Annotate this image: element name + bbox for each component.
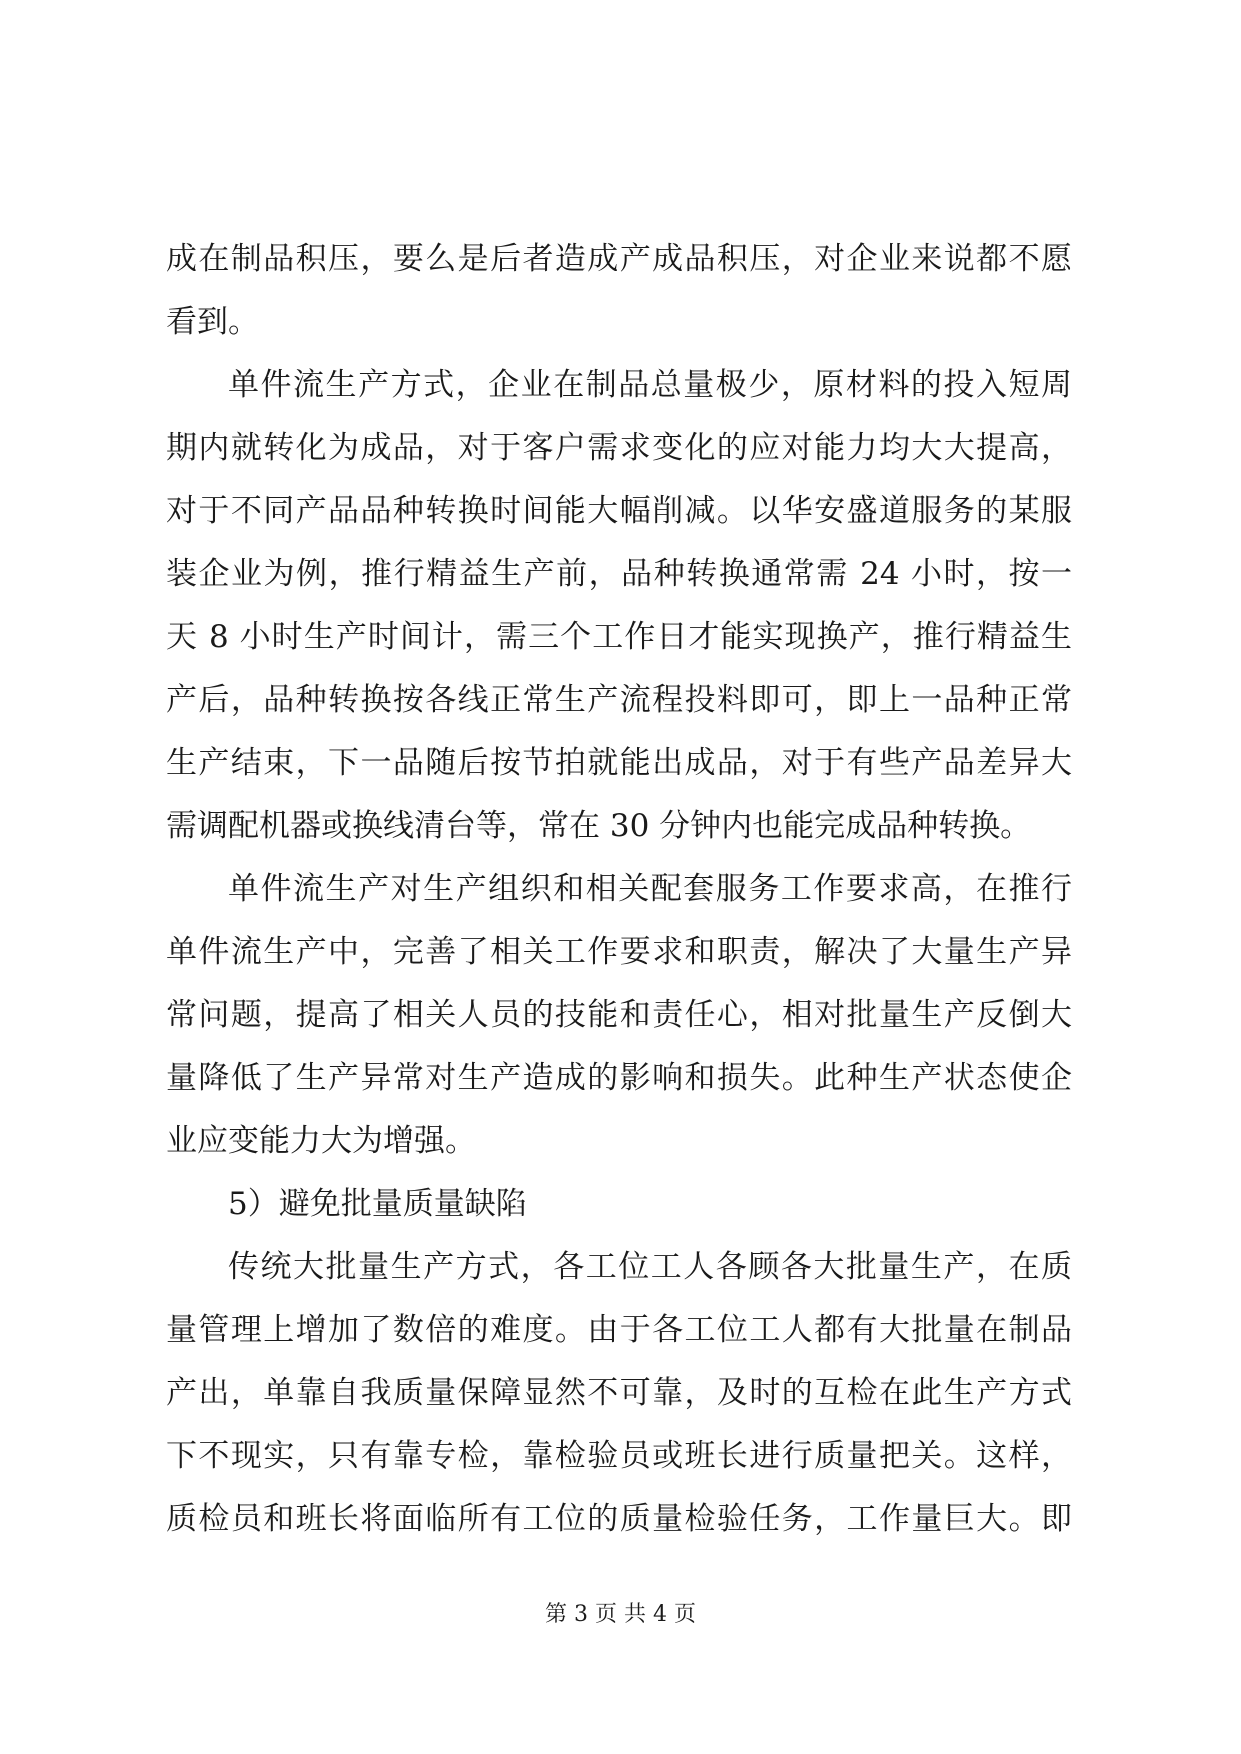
text-line: 传统大批量生产方式，各工位工人各顾各大批量生产，在质 [228,1249,1072,1285]
text-line: 量管理上增加了数倍的难度。由于各工位工人都有大批量在制品 [166,1312,1072,1348]
text-line: 看到。 [166,304,259,340]
text-line: 产出，单靠自我质量保障显然不可靠，及时的互检在此生产方式 [166,1375,1072,1411]
text-line: 质检员和班长将面临所有工位的质量检验任务，工作量巨大。即 [166,1501,1072,1537]
text-line: 单件流生产中，完善了相关工作要求和职责，解决了大量生产异 [166,934,1072,970]
page-number-label: 第 3 页 共 4 页 [545,1602,696,1627]
text-line: 需调配机器或换线清台等，常在 30 分钟内也能完成品种转换。 [166,808,1032,844]
text-line: 成在制品积压，要么是后者造成产成品积压，对企业来说都不愿 [166,241,1072,277]
text-line: 天 8 小时生产时间计，需三个工作日才能实现换产，推行精益生 [166,619,1072,655]
text-line: 对于不同产品品种转换时间能大幅削减。以华安盛道服务的某服 [166,493,1072,529]
text-line: 产后，品种转换按各线正常生产流程投料即可，即上一品种正常 [166,682,1072,718]
text-line: 单件流生产对生产组织和相关配套服务工作要求高，在推行 [228,871,1072,907]
text-line: 单件流生产方式，企业在制品总量极少，原材料的投入短周 [228,367,1072,403]
text-line: 量降低了生产异常对生产造成的影响和损失。此种生产状态使企 [166,1060,1072,1096]
text-line: 业应变能力大为增强。 [166,1123,476,1159]
text-line: 常问题，提高了相关人员的技能和责任心，相对批量生产反倒大 [166,997,1072,1033]
page-footer [0,1600,1241,1630]
text-line: 生产结束，下一品随后按节拍就能出成品，对于有些产品差异大 [166,745,1072,781]
text-line: 期内就转化为成品，对于客户需求变化的应对能力均大大提高， [166,430,1072,466]
section-heading: 5）避免批量质量缺陷 [228,1186,527,1222]
text-line: 下不现实，只有靠专检，靠检验员或班长进行质量把关。这样， [166,1438,1072,1474]
text-line: 装企业为例，推行精益生产前，品种转换通常需 24 小时，按一 [166,556,1072,592]
body-text [166,228,1072,1551]
